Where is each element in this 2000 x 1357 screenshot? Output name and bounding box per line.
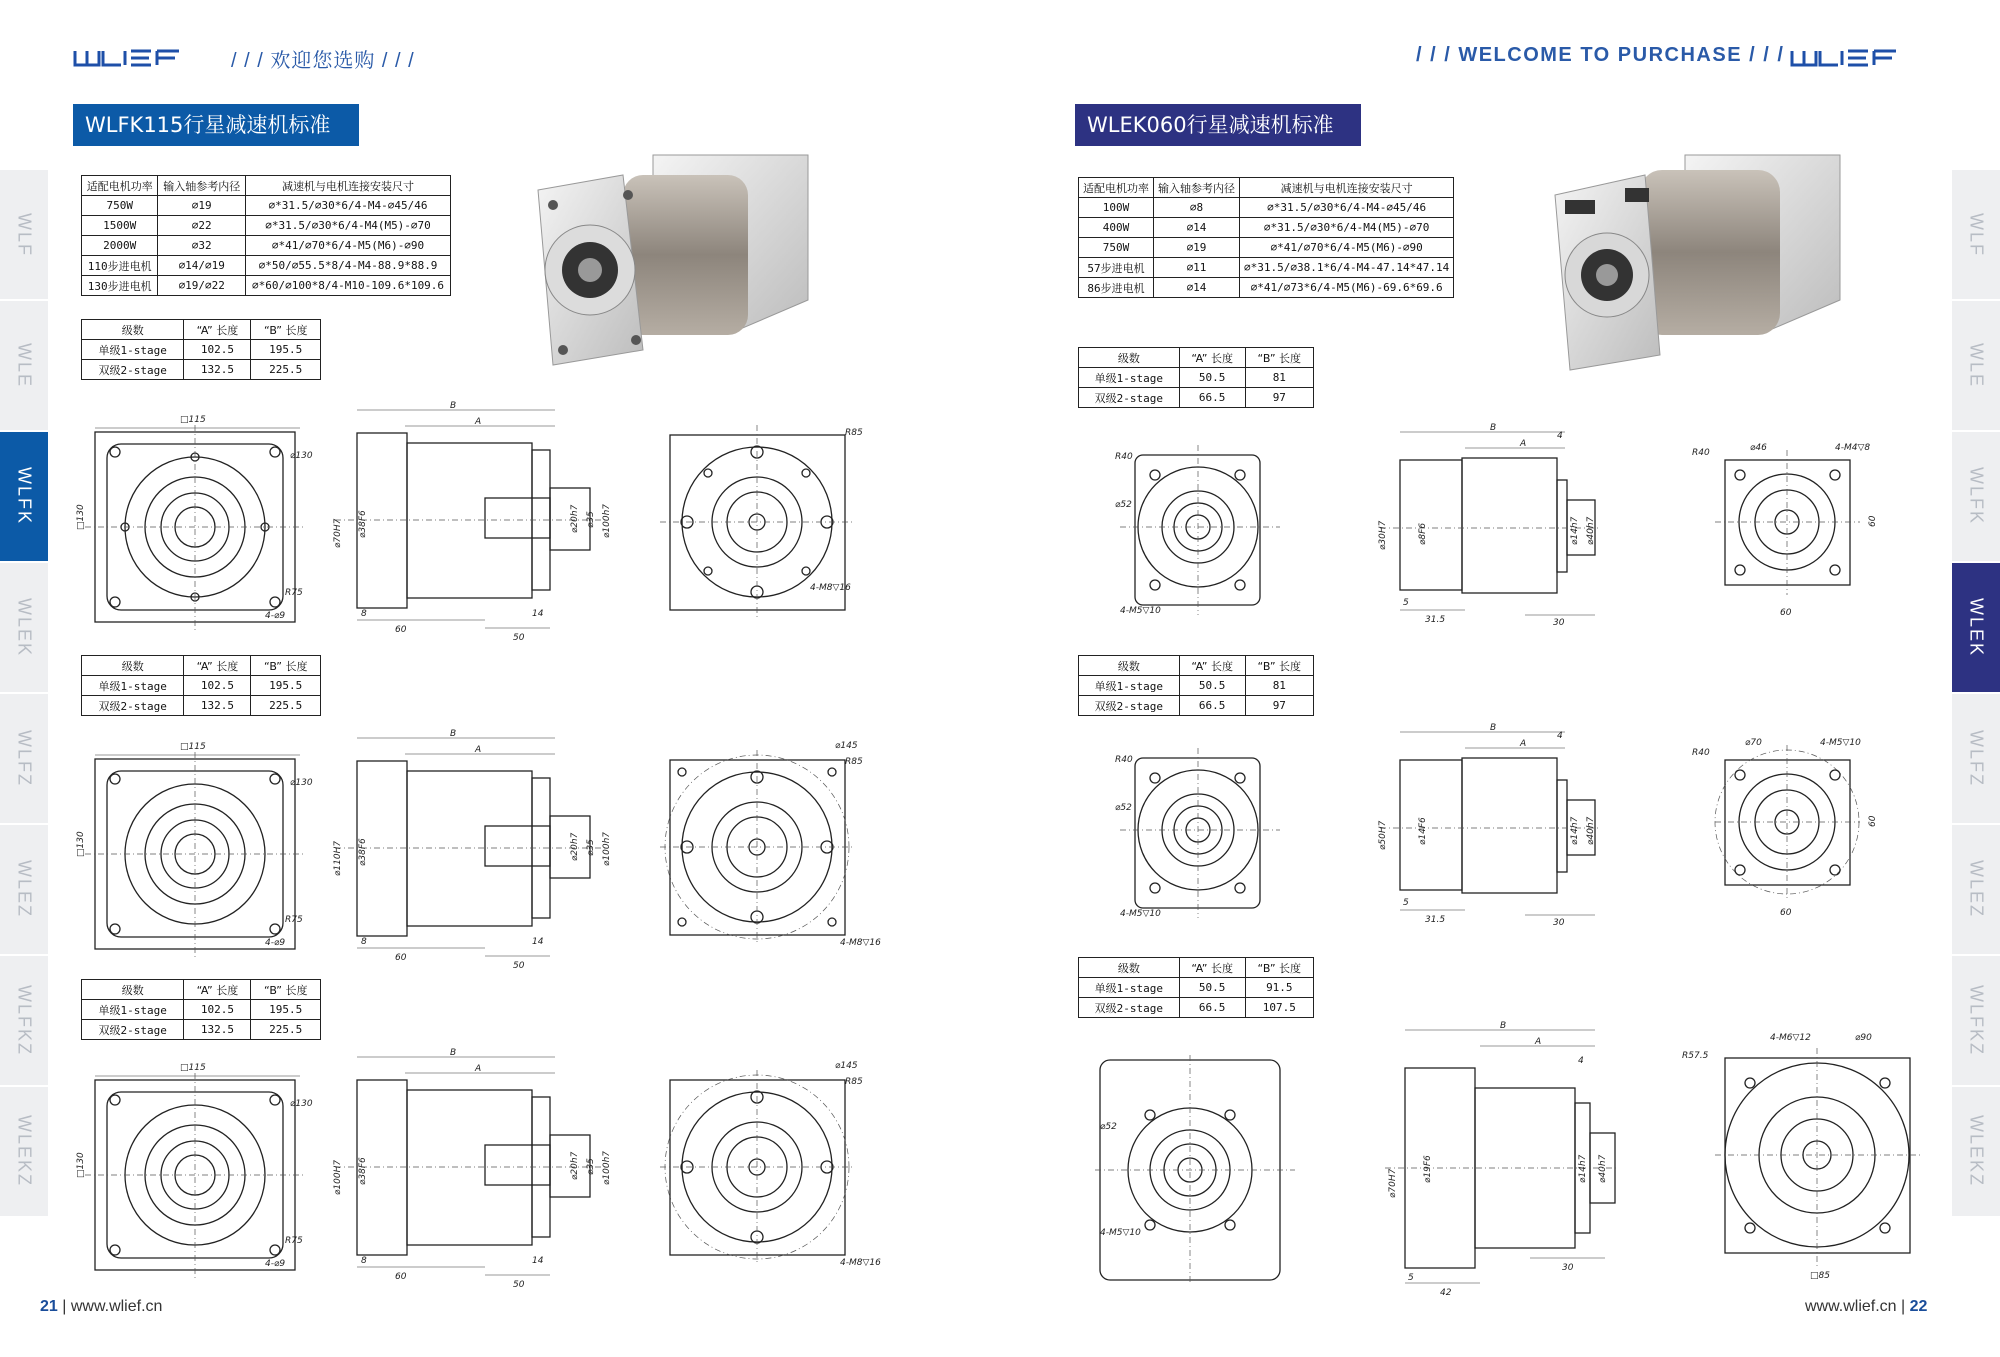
svg-text:⌀100h7: ⌀100h7: [602, 1150, 612, 1185]
left-slogan: / / / 欢迎您选购 / / /: [231, 50, 415, 72]
tab-wlek[interactable]: WLEK: [0, 563, 48, 694]
svg-text:60: 60: [395, 1272, 407, 1282]
svg-text:⌀70: ⌀70: [1745, 738, 1762, 748]
svg-text:R40: R40: [1692, 448, 1710, 458]
table-row: 单级1-stage 102.5 195.5: [82, 340, 321, 360]
left-row3-front-view: [76, 1058, 315, 1288]
table-row: 双级2-stage 66.5 97: [1079, 696, 1314, 716]
svg-text:5: 5: [1403, 898, 1409, 908]
svg-text:50: 50: [513, 633, 525, 643]
table-row: 1500W ⌀22 ⌀*31.5/⌀30*6/4-M4(M5)-⌀70: [82, 216, 451, 236]
tab-wlek[interactable]: WLEK: [1952, 563, 2000, 694]
svg-text:30: 30: [1553, 918, 1565, 928]
table-row: 110步进电机 ⌀14/⌀19 ⌀*50/⌀55.5*8/4-M4-88.9*88.9: [82, 256, 451, 276]
gearbox-photo-right: [1545, 150, 1845, 380]
svg-text:B: B: [1490, 423, 1497, 433]
svg-text:5: 5: [1403, 598, 1409, 608]
dim-square: □115: [180, 415, 206, 425]
svg-text:□130: □130: [76, 504, 86, 530]
wlief-logo-right: [1790, 48, 1930, 68]
svg-text:⌀110H7: ⌀110H7: [333, 840, 343, 876]
table-row: 双级2-stage 66.5 97: [1079, 388, 1314, 408]
left-row2-side-view: [325, 726, 615, 976]
svg-text:⌀8F6: ⌀8F6: [1418, 522, 1428, 545]
svg-text:14: 14: [532, 1256, 544, 1266]
tab-wlez[interactable]: WLEZ: [1952, 825, 2000, 956]
svg-text:4-M6▽12: 4-M6▽12: [1770, 1033, 1811, 1043]
svg-text:R57.5: R57.5: [1682, 1051, 1709, 1061]
table-row: 400W ⌀14 ⌀*31.5/⌀30*6/4-M4(M5)-⌀70: [1079, 218, 1454, 238]
svg-text:⌀14h7: ⌀14h7: [1570, 816, 1580, 845]
tab-wle[interactable]: WLE: [1952, 301, 2000, 432]
tab-wlf[interactable]: WLF: [1952, 170, 2000, 301]
tab-wle[interactable]: WLE: [0, 301, 48, 432]
svg-text:31.5: 31.5: [1425, 615, 1446, 625]
svg-text:4-M8▽16: 4-M8▽16: [810, 583, 851, 593]
svg-text:60: 60: [395, 953, 407, 963]
table-row: 2000W ⌀32 ⌀*41/⌀70*6/4-M5(M6)-⌀90: [82, 236, 451, 256]
tab-wlfkz[interactable]: WLFKZ: [1952, 956, 2000, 1087]
right-stage-table-2: 级数 “A” 长度 “B” 长度 单级1-stage 50.5 81 双级2-stage 66.5 97: [1078, 655, 1314, 716]
svg-text:⌀40h7: ⌀40h7: [1598, 1154, 1608, 1183]
svg-text:□115: □115: [180, 1063, 206, 1073]
svg-text:R75: R75: [285, 588, 303, 598]
svg-text:□130: □130: [76, 831, 86, 857]
svg-text:B: B: [450, 729, 457, 739]
svg-text:50: 50: [513, 1280, 525, 1290]
left-row1-front-view: [76, 410, 315, 640]
tab-wlfk[interactable]: WLFK: [1952, 432, 2000, 563]
tab-wlfz[interactable]: WLFZ: [0, 694, 48, 825]
svg-text:⌀46: ⌀46: [1750, 443, 1767, 453]
right-row3-front-view: [1095, 1055, 1310, 1290]
tab-wlekz[interactable]: WLEKZ: [1952, 1087, 2000, 1218]
svg-text:R85: R85: [845, 757, 863, 767]
tab-wlez[interactable]: WLEZ: [0, 825, 48, 956]
table-row: 单级1-stage 50.5 91.5: [1079, 978, 1314, 998]
right-motor-table: 适配电机功率 输入轴参考内径 减速机与电机连接安装尺寸 100W ⌀8 ⌀*31.5/⌀30*6/4-M4-⌀45/46 400W ⌀14 ⌀*31.5/⌀30*6/4-M4(M5)-⌀70 750W ⌀19 ⌀*41/⌀70*6/4-M5(M6)-⌀90 57步进电机 ⌀11 ⌀*31.5/⌀38.1*6/4-M4-47.14*47.14 86步进电机 ⌀14 ⌀*41/⌀73*6/4-M5(M6)-69.6*69.6: [1078, 177, 1454, 298]
svg-text:B: B: [1500, 1021, 1507, 1031]
svg-text:4-⌀9: 4-⌀9: [265, 938, 286, 948]
right-stage-table-1: 级数 “A” 长度 “B” 长度 单级1-stage 50.5 81 双级2-stage 66.5 97: [1078, 347, 1314, 408]
svg-text:4-M8▽16: 4-M8▽16: [840, 938, 881, 948]
svg-text:R85: R85: [845, 1077, 863, 1087]
svg-text:4-M5▽10: 4-M5▽10: [1820, 738, 1861, 748]
right-series-tabs: [1952, 170, 2000, 1218]
svg-text:⌀130: ⌀130: [290, 451, 313, 461]
svg-text:60: 60: [1868, 515, 1878, 527]
svg-text:30: 30: [1553, 618, 1565, 628]
svg-text:4: 4: [1578, 1056, 1584, 1066]
svg-text:4-M5▽10: 4-M5▽10: [1100, 1228, 1141, 1238]
svg-text:⌀14F6: ⌀14F6: [1418, 817, 1428, 845]
left-row1-back-view: [660, 425, 880, 625]
svg-text:4-M5▽10: 4-M5▽10: [1120, 909, 1161, 919]
left-motor-table: 适配电机功率 输入轴参考内径 减速机与电机连接安装尺寸 750W ⌀19 ⌀*31.5/⌀30*6/4-M4-⌀45/46 1500W ⌀22 ⌀*31.5/⌀30*6/4-M4(M5)-⌀70 2000W ⌀32 ⌀*41/⌀70*6/4-M5(M6)-⌀90 110步进电机 ⌀14/⌀19 ⌀*50/⌀55.5*8/4-M4-88.9*88.9 130步进电机 ⌀19/⌀22 ⌀*60/⌀100*8/4-M10-109.6*109.6: [81, 175, 451, 296]
svg-text:⌀52: ⌀52: [1115, 500, 1132, 510]
right-stage-table-3: 级数 “A” 长度 “B” 长度 单级1-stage 50.5 91.5 双级2-stage 66.5 107.5: [1078, 957, 1314, 1018]
svg-text:□115: □115: [180, 742, 206, 752]
page-number: 21: [40, 1298, 58, 1315]
table-row: 57步进电机 ⌀11 ⌀*31.5/⌀38.1*6/4-M4-47.14*47.14: [1079, 258, 1454, 278]
table-row: 750W ⌀19 ⌀*41/⌀70*6/4-M5(M6)-⌀90: [1079, 238, 1454, 258]
right-row2-back-view: [1690, 735, 1890, 925]
svg-text:⌀130: ⌀130: [290, 778, 313, 788]
table-row: 单级1-stage 102.5 195.5: [82, 676, 321, 696]
svg-text:B: B: [1490, 723, 1497, 733]
right-row2-front-view: [1110, 748, 1300, 928]
right-footer: www.wlief.cn | 22: [1805, 1298, 1928, 1315]
svg-text:4-⌀9: 4-⌀9: [265, 611, 286, 621]
svg-text:5: 5: [1408, 1273, 1414, 1283]
svg-text:50: 50: [513, 961, 525, 971]
svg-text:R75: R75: [285, 1236, 303, 1246]
right-section-title: WLEK060行星减速机标准尺寸: [1075, 104, 1361, 146]
svg-text:⌀52: ⌀52: [1100, 1122, 1117, 1132]
svg-text:⌀145: ⌀145: [835, 1061, 858, 1071]
right-row2-side-view: [1365, 720, 1605, 940]
left-row2-front-view: [76, 737, 315, 967]
right-row1-back-view: [1690, 445, 1890, 625]
left-series-tabs: [0, 170, 48, 1218]
left-row3-side-view: [325, 1045, 615, 1295]
svg-text:⌀38F6: ⌀38F6: [358, 1157, 368, 1185]
svg-text:R40: R40: [1115, 452, 1133, 462]
svg-text:4-M8▽16: 4-M8▽16: [840, 1258, 881, 1268]
left-stage-table-3: 级数 “A” 长度 “B” 长度 单级1-stage 102.5 195.5 双级2-stage 132.5 225.5: [81, 979, 321, 1040]
svg-text:R40: R40: [1115, 755, 1133, 765]
table-row: 100W ⌀8 ⌀*31.5/⌀30*6/4-M4-⌀45/46: [1079, 198, 1454, 218]
left-row3-back-view: [660, 1060, 880, 1280]
tab-wlfz[interactable]: WLFZ: [1952, 694, 2000, 825]
svg-text:8: 8: [361, 1256, 367, 1266]
table-row: 130步进电机 ⌀19/⌀22 ⌀*60/⌀100*8/4-M10-109.6*109.6: [82, 276, 451, 296]
left-footer: 21 | www.wlief.cn: [40, 1298, 163, 1315]
svg-text:4: 4: [1557, 731, 1563, 741]
footer-url[interactable]: www.wlief.cn: [70, 1298, 163, 1315]
svg-text:⌀38F6: ⌀38F6: [358, 510, 368, 538]
svg-text:A: A: [1520, 439, 1527, 449]
gearbox-photo-left: [528, 150, 828, 380]
footer-url[interactable]: www.wlief.cn: [1805, 1298, 1897, 1315]
svg-text:⌀100h7: ⌀100h7: [602, 503, 612, 538]
table-row: 86步进电机 ⌀14 ⌀*41/⌀73*6/4-M5(M6)-69.6*69.6: [1079, 278, 1454, 298]
svg-text:⌀38F6: ⌀38F6: [358, 838, 368, 866]
tab-wlfk[interactable]: WLFK: [0, 432, 48, 563]
svg-text:⌀14h7: ⌀14h7: [1578, 1154, 1588, 1183]
tab-wlf[interactable]: WLF: [0, 170, 48, 301]
right-row3-back-view: [1680, 1028, 1925, 1288]
svg-text:⌀90: ⌀90: [1855, 1033, 1872, 1043]
svg-text:4-M5▽10: 4-M5▽10: [1120, 606, 1161, 616]
svg-text:⌀40h7: ⌀40h7: [1586, 516, 1596, 545]
svg-text:60: 60: [1868, 815, 1878, 827]
svg-text:A: A: [475, 417, 482, 427]
right-row1-side-view: [1365, 420, 1605, 640]
svg-text:8: 8: [361, 937, 367, 947]
svg-text:A: A: [475, 745, 482, 755]
svg-text:14: 14: [532, 937, 544, 947]
table-row: 单级1-stage 102.5 195.5: [82, 1000, 321, 1020]
left-row2-back-view: [660, 740, 880, 960]
svg-text:60: 60: [1780, 908, 1792, 918]
svg-text:⌀30H7: ⌀30H7: [1378, 520, 1388, 550]
right-slogan: / / / WELCOME TO PURCHASE / / /: [1416, 44, 1785, 66]
svg-text:⌀19F6: ⌀19F6: [1423, 1155, 1433, 1183]
svg-text:⌀35: ⌀35: [586, 511, 596, 528]
svg-text:B: B: [450, 1048, 457, 1058]
svg-text:60: 60: [395, 625, 407, 635]
table-row: 单级1-stage 50.5 81: [1079, 676, 1314, 696]
svg-text:⌀20h7: ⌀20h7: [570, 832, 580, 861]
table-row: 双级2-stage 132.5 225.5: [82, 1020, 321, 1040]
svg-text:R40: R40: [1692, 748, 1710, 758]
svg-text:⌀20h7: ⌀20h7: [570, 504, 580, 533]
svg-text:⌀52: ⌀52: [1115, 803, 1132, 813]
page-number: 22: [1909, 1298, 1928, 1315]
svg-text:31.5: 31.5: [1425, 915, 1446, 925]
svg-text:42: 42: [1440, 1288, 1452, 1298]
svg-text:14: 14: [532, 609, 544, 619]
svg-text:A: A: [1520, 739, 1527, 749]
left-stage-table-1: 级数 “A” 长度 “B” 长度 单级1-stage 102.5 195.5 双级2-stage 132.5 225.5: [81, 319, 321, 380]
svg-text:⌀145: ⌀145: [835, 741, 858, 751]
svg-text:⌀70H7: ⌀70H7: [333, 518, 343, 548]
left-row1-side-view: [325, 398, 615, 648]
svg-text:⌀100h7: ⌀100h7: [602, 831, 612, 866]
svg-text:R85: R85: [845, 428, 863, 438]
svg-text:⌀35: ⌀35: [586, 1158, 596, 1175]
table-row: 双级2-stage 132.5 225.5: [82, 360, 321, 380]
table-row: 双级2-stage 66.5 107.5: [1079, 998, 1314, 1018]
svg-text:30: 30: [1562, 1263, 1574, 1273]
left-stage-table-2: 级数 “A” 长度 “B” 长度 单级1-stage 102.5 195.5 双级2-stage 132.5 225.5: [81, 655, 321, 716]
tab-wlekz[interactable]: WLEKZ: [0, 1087, 48, 1218]
table-row: 单级1-stage 50.5 81: [1079, 368, 1314, 388]
table-row: 750W ⌀19 ⌀*31.5/⌀30*6/4-M4-⌀45/46: [82, 196, 451, 216]
svg-text:4-M4▽8: 4-M4▽8: [1835, 443, 1871, 453]
svg-text:⌀35: ⌀35: [586, 839, 596, 856]
svg-text:B: B: [450, 401, 457, 411]
tab-wlfkz[interactable]: WLFKZ: [0, 956, 48, 1087]
svg-text:⌀20h7: ⌀20h7: [570, 1151, 580, 1180]
svg-text:8: 8: [361, 609, 367, 619]
svg-text:□85: □85: [1810, 1271, 1830, 1281]
svg-text:R75: R75: [285, 915, 303, 925]
svg-text:⌀130: ⌀130: [290, 1099, 313, 1109]
svg-text:⌀40h7: ⌀40h7: [1586, 816, 1596, 845]
table-row: 双级2-stage 132.5 225.5: [82, 696, 321, 716]
svg-text:⌀100H7: ⌀100H7: [333, 1159, 343, 1195]
svg-text:4: 4: [1557, 431, 1563, 441]
svg-text:A: A: [475, 1064, 482, 1074]
svg-text:A: A: [1535, 1037, 1542, 1047]
svg-text:4-⌀9: 4-⌀9: [265, 1259, 286, 1269]
svg-text:⌀14h7: ⌀14h7: [1570, 516, 1580, 545]
svg-text:60: 60: [1780, 608, 1792, 618]
right-row3-side-view: [1380, 1018, 1620, 1298]
svg-text:⌀50H7: ⌀50H7: [1378, 820, 1388, 850]
svg-text:□130: □130: [76, 1152, 86, 1178]
left-section-title: WLFK115行星减速机标准尺寸: [73, 104, 359, 146]
wlief-logo-left: [73, 48, 213, 68]
svg-text:⌀70H7: ⌀70H7: [1388, 1168, 1398, 1198]
right-row1-front-view: [1110, 445, 1300, 625]
